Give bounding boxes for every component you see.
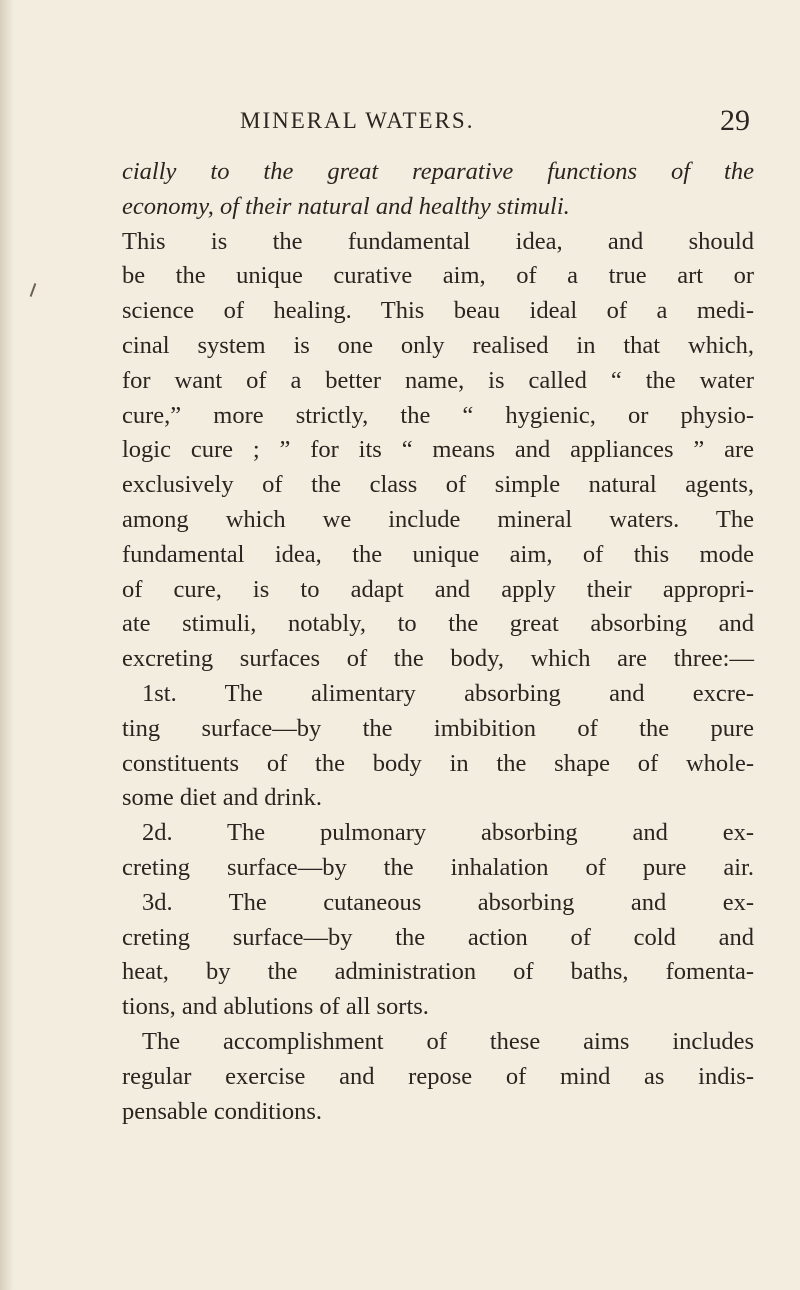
body-text <box>122 155 754 1129</box>
text-line: fundamental idea, the unique aim, of this mode <box>122 540 754 568</box>
running-title: MINERAL WATERS. <box>240 108 475 133</box>
text-line: be the unique curative aim, of a true art or <box>122 262 754 290</box>
text-line: heat, by the administration of baths, fomenta- <box>122 958 754 986</box>
text-line: tions, and ablutions of all sorts. <box>122 993 429 1021</box>
text-line: creting surface—by the inhalation of pure air. <box>122 853 754 881</box>
text-line: cure,” more strictly, the “ hygienic, or physio- <box>122 401 754 429</box>
text-line: creting surface—by the action of cold and <box>122 923 754 951</box>
text-line: excreting surfaces of the body, which are three:— <box>122 645 754 673</box>
text-line: regular exercise and repose of mind as indis- <box>122 1062 754 1090</box>
text-line: cially to the great reparative functions of the <box>122 158 754 185</box>
text-line: The accomplishment of these aims includes <box>142 1027 754 1055</box>
text-line: among which we include mineral waters. The <box>122 505 754 533</box>
text-line: logic cure ; ” for its “ means and appliances ” are <box>122 436 754 464</box>
text-line: ting surface—by the imbibition of the pure <box>122 714 754 742</box>
page-header <box>150 104 750 144</box>
text-line: exclusively of the class of simple natural agents, <box>122 471 754 499</box>
text-line: 2d. The pulmonary absorbing and ex- <box>142 819 754 847</box>
text-line: of cure, is to adapt and apply their appropri- <box>122 575 754 603</box>
margin-mark <box>30 283 37 297</box>
text-line: some diet and drink. <box>122 784 323 812</box>
text-line: 3d. The cutaneous absorbing and ex- <box>142 888 754 916</box>
text-line: for want of a better name, is called “ the water <box>122 366 754 394</box>
text-line: ate stimuli, notably, to the great absorbing and <box>122 610 754 638</box>
page-gutter-shadow <box>0 0 14 1290</box>
text-line: 1st. The alimentary absorbing and excre- <box>142 679 754 707</box>
text-line: cinal system is one only realised in that which, <box>122 331 754 359</box>
text-line: This is the fundamental idea, and should <box>122 227 754 255</box>
page-number: 29 <box>720 104 750 137</box>
text-line: economy, of their natural and healthy stimuli. <box>122 192 570 220</box>
text-line: science of healing. This beau ideal of a medi- <box>122 297 754 325</box>
text-line: constituents of the body in the shape of whole- <box>122 749 754 777</box>
text-line: pensable conditions. <box>122 1097 323 1125</box>
